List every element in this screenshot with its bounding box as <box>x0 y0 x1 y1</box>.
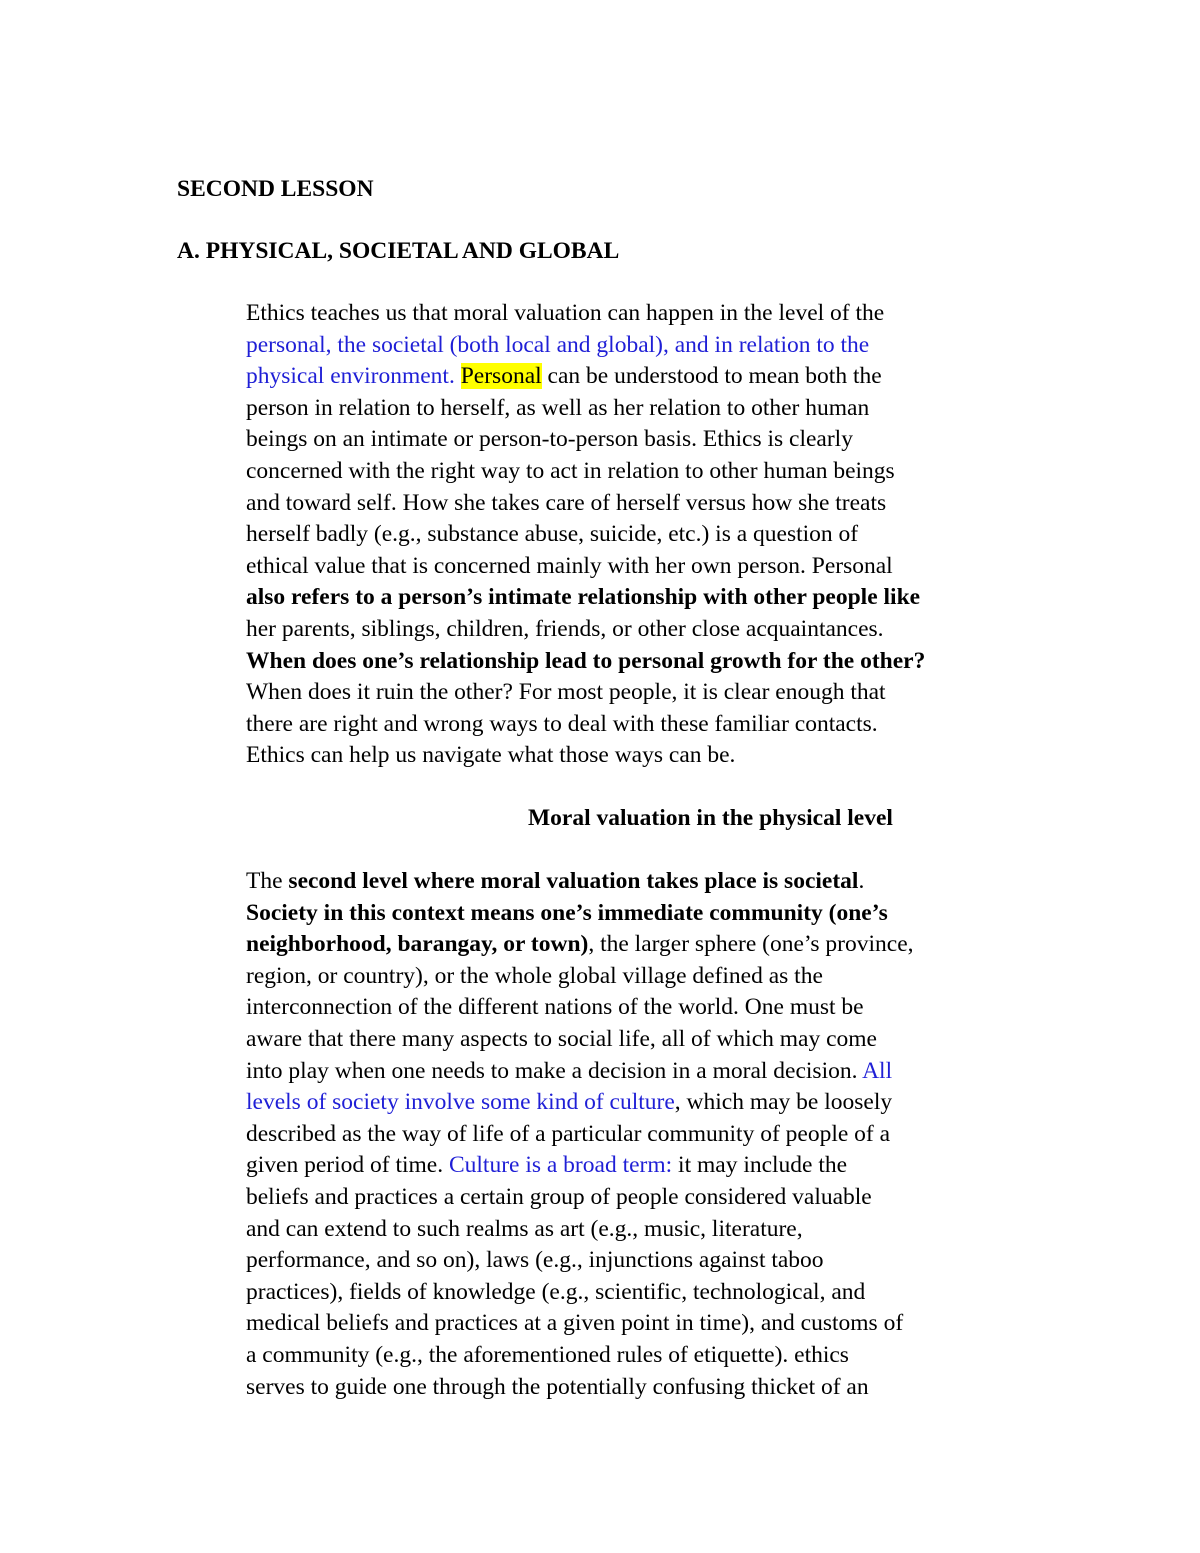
paragraph-line: medical beliefs and practices at a given point in time), and customs of <box>246 1310 904 1337</box>
paragraph-line: Ethics teaches us that moral valuation can happen in the level of the <box>246 300 885 326</box>
paragraph-line: beliefs and practices a certain group of people considered valuable <box>246 1183 872 1210</box>
paragraph-line: and can extend to such realms as art (e.g., music, literature, <box>246 1215 803 1242</box>
paragraph-line <box>246 866 1046 898</box>
plain-text: into play when one needs to make a decision in a moral decision. <box>246 1057 858 1084</box>
paragraph-line <box>246 929 1046 961</box>
paragraph-line: concerned with the right way to act in relation to other human beings <box>246 457 895 484</box>
bold-text: neighborhood, barangay, or town) <box>246 931 589 958</box>
paragraph-societal <box>246 866 1046 1403</box>
paragraph-line: When does it ruin the other? For most people, it is clear enough that <box>246 679 886 706</box>
plain-text: The <box>246 868 283 894</box>
paragraph-line: Society in this context means one’s immediate community (one’s <box>246 899 888 926</box>
paragraph-line: region, or country), or the whole global village defined as the <box>246 962 823 989</box>
emphasis-text: levels of society involve some kind of culture <box>246 1089 675 1116</box>
paragraph-line-bold: also refers to a person’s intimate relationship with other people like <box>246 584 921 611</box>
paragraph-line <box>246 1056 1046 1088</box>
paragraph-line: ethical value that is concerned mainly with her own person. Personal <box>246 552 893 579</box>
paragraph-line: and toward self. How she takes care of herself versus how she treats <box>246 489 887 516</box>
bold-text: second level where moral valuation takes place is societal <box>288 868 859 894</box>
lesson-title: SECOND LESSON <box>177 176 374 202</box>
emphasis-text: All <box>862 1057 893 1084</box>
paragraph-line: serves to guide one through the potentially confusing thicket of an <box>246 1373 869 1400</box>
paragraph-line: described as the way of life of a particular community of people of a <box>246 1120 891 1147</box>
plain-text: it may include the <box>678 1152 848 1179</box>
paragraph-line <box>246 1087 1046 1119</box>
emphasis-text: Culture is a broad term: <box>448 1152 673 1179</box>
subheading-physical-level: Moral valuation in the physical level <box>528 805 893 831</box>
paragraph-line: practices), fields of knowledge (e.g., scientific, technological, and <box>246 1278 866 1305</box>
paragraph-line-emphasis: personal, the societal (both local and global), and in relation to the <box>246 331 870 358</box>
emphasis-text: physical environment. <box>246 363 455 390</box>
paragraph-line: Ethics can help us navigate what those ways can be. <box>246 742 736 769</box>
paragraph-line <box>246 361 1046 393</box>
plain-text: , the larger sphere (one’s province, <box>588 931 914 958</box>
highlighted-text: Personal <box>460 363 542 390</box>
plain-text: . <box>858 868 865 894</box>
paragraph-line: herself badly (e.g., substance abuse, suicide, etc.) is a question of <box>246 521 859 548</box>
paragraph-line: there are right and wrong ways to deal with these familiar contacts. <box>246 710 878 737</box>
paragraph-line: performance, and so on), laws (e.g., injunctions against taboo <box>246 1247 824 1274</box>
paragraph-line: a community (e.g., the aforementioned rules of etiquette). ethics <box>246 1341 849 1368</box>
paragraph-line-bold: When does one’s relationship lead to personal growth for the other? <box>246 647 926 674</box>
paragraph-personal <box>246 298 1046 772</box>
plain-text: , which may be loosely <box>674 1089 893 1116</box>
paragraph-line: her parents, siblings, children, friends, or other close acquaintances. <box>246 615 884 642</box>
section-title: A. PHYSICAL, SOCIETAL AND GLOBAL <box>177 238 620 264</box>
paragraph-line <box>246 1150 1046 1182</box>
plain-text: can be understood to mean both the <box>547 363 882 390</box>
paragraph-line: aware that there many aspects to social life, all of which may come <box>246 1025 877 1052</box>
paragraph-line: person in relation to herself, as well as her relation to other human <box>246 394 870 421</box>
plain-text: given period of time. <box>246 1152 444 1179</box>
paragraph-line: beings on an intimate or person-to-person basis. Ethics is clearly <box>246 426 853 453</box>
paragraph-line: interconnection of the different nations of the world. One must be <box>246 994 864 1021</box>
